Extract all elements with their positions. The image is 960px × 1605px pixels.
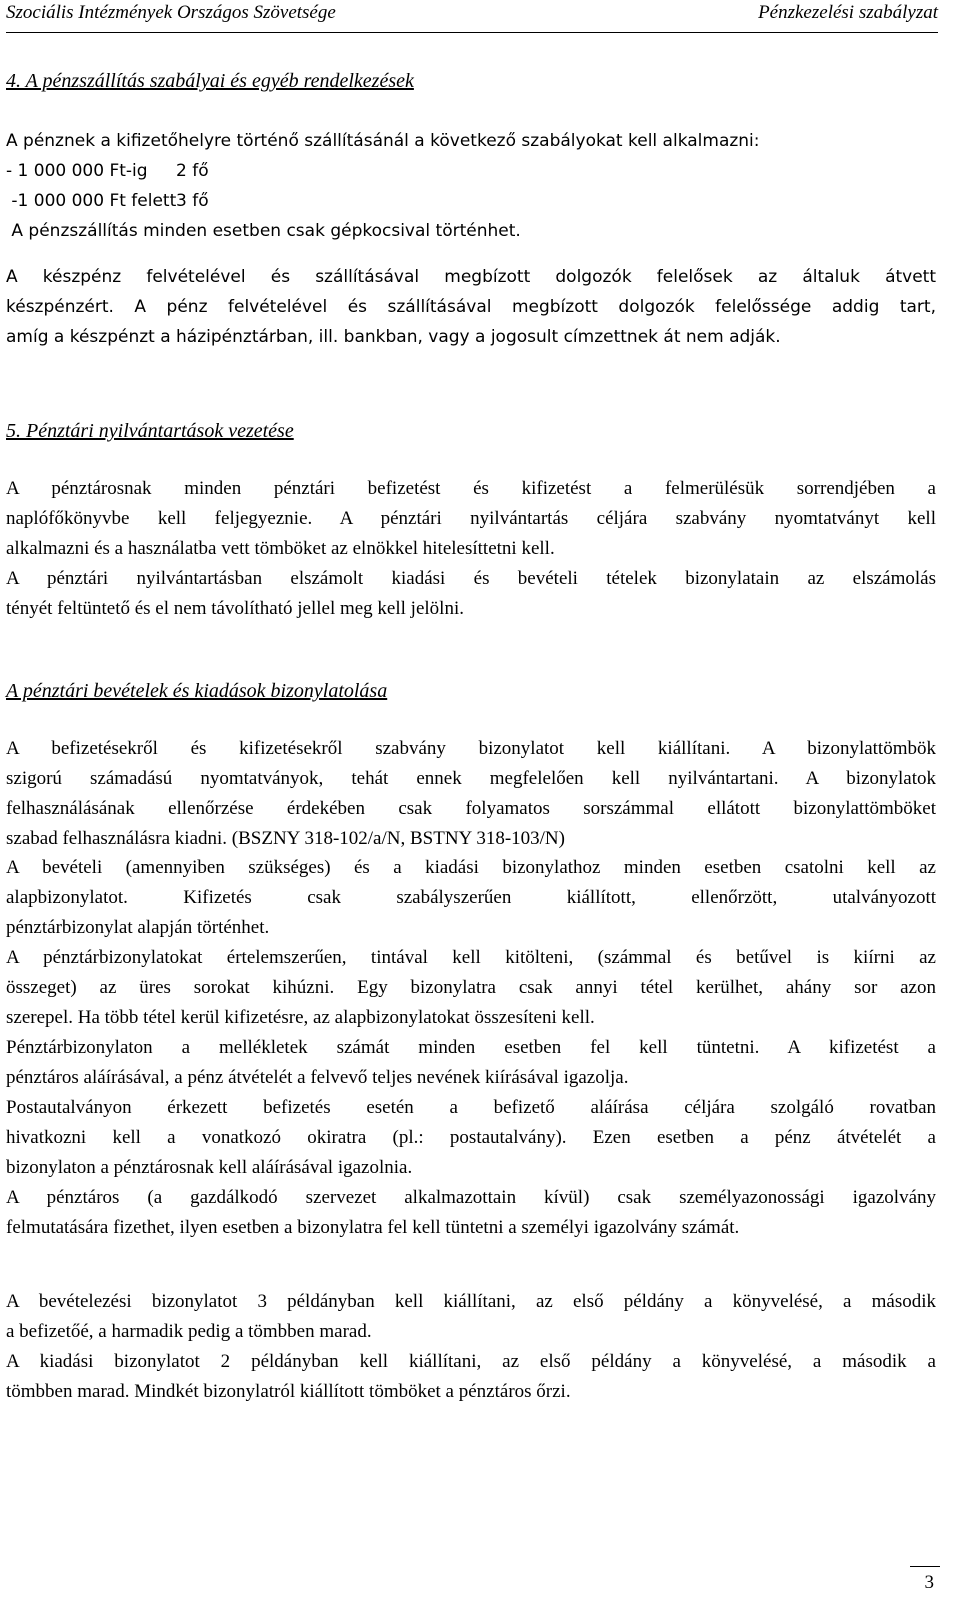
- paragraph-line: bizonylaton a pénztárosnak kell aláírásával igazolnia.: [6, 1157, 413, 1178]
- paragraph-line: hivatkozni kell a vonatkozó okiratra (pl.: postautalvány). Ezen esetben a pénz átvételét a: [6, 1127, 936, 1148]
- paragraph-line: A pénztárbizonylatokat értelemszerűen, tintával kell kitölteni, (számmal és betűvel is kiírni az: [6, 947, 936, 968]
- paragraph-line: összeget) az üres sorokat kihúzni. Egy bizonylatra csak annyi tétel kerülhet, ahány sor azon: [6, 977, 936, 998]
- transport-rule-limit: - 1 000 000 Ft-ig: [6, 161, 148, 181]
- paragraph-line: pénztárbizonylat alapján történhet.: [6, 917, 270, 938]
- paragraph-line: alkalmazni és a használatba vett tömböket az elnökkel hitelesíttetni kell.: [6, 538, 555, 559]
- paragraph-line: pénztáros aláírásával, a pénz átvételét a felvevő teljes nevének kiírásával igazolja.: [6, 1067, 629, 1088]
- header-rule: [6, 32, 938, 33]
- responsibility-paragraph: [6, 262, 936, 352]
- paragraph-line: naplófőkönyvbe kell feljegyeznie. A pénztári nyilvántartás céljára szabvány nyomtatványt kell: [6, 508, 936, 529]
- paragraph-line: Pénztárbizonylaton a mellékletek számát minden esetben fel kell tüntetni. A kifizetést a: [6, 1037, 936, 1058]
- paragraph-line: szerepel. Ha több tétel kerül kifizetésre, az alapbizonylatokat összesíteni kell.: [6, 1007, 595, 1028]
- section-4-body: [6, 126, 936, 246]
- paragraph-line: szigorú számadású nyomtatványok, tehát ennek megfelelően kell nyilvántartani. A bizonylatok: [6, 768, 936, 789]
- transport-intro: A pénznek a kifizetőhelyre történő szállításánál a következő szabályokat kell alkalmazni:: [6, 131, 760, 151]
- paragraph-line: A befizetésekről és kifizetésekről szabvány bizonylatot kell kiállítani. A bizonylattömbök: [6, 738, 936, 759]
- paragraph-line: tömbben marad. Mindkét bizonylatról kiállított tömböket a pénztáros őrzi.: [6, 1381, 571, 1402]
- paragraph-line: felhasználásának ellenőrzése érdekében csak folyamatos sorszámmal ellátott bizonylattömböket: [6, 798, 936, 819]
- paragraph-line: készpénzért. A pénz felvételével és szállításával megbízott dolgozók felelőssége addig tart,: [6, 297, 936, 317]
- paragraph-line: A bevételezési bizonylatot 3 példányban kell kiállítani, az első példány a könyvelésé, a második: [6, 1291, 936, 1312]
- header-organization: Szociális Intézmények Országos Szövetsége: [6, 2, 336, 23]
- header-document-title: Pénzkezelési szabályzat: [758, 2, 938, 23]
- page-number: 3: [924, 1572, 934, 1593]
- paragraph-line: felmutatására fizethet, ilyen esetben a bizonylatra fel kell tüntetni a személyi igazolvány számát.: [6, 1217, 740, 1238]
- transport-rule-2: [6, 186, 936, 216]
- transport-car-rule: A pénzszállítás minden esetben csak gépkocsival történhet.: [6, 221, 521, 241]
- page-header: [6, 2, 938, 36]
- receipts-section-title: A pénztári bevételek és kiadások bizonylatolása: [6, 680, 388, 702]
- paragraph-line: Postautalványon érkezett befizetés esetén a befizető aláírása céljára szolgáló rovatban: [6, 1097, 936, 1118]
- paragraph-line: alapbizonylatot. Kifizetés csak szabályszerűen kiállított, ellenőrzött, utalványozott: [6, 887, 936, 908]
- paragraph-line: A kiadási bizonylatot 2 példányban kell kiállítani, az első példány a könyvelésé, a második a: [6, 1351, 936, 1372]
- paragraph-line: A bevételi (amennyiben szükséges) és a kiadási bizonylathoz minden esetben csatolni kell az: [6, 857, 936, 878]
- paragraph-line: szabad felhasználásra kiadni. (BSZNY 318-102/a/N, BSTNY 318-103/N): [6, 828, 565, 849]
- paragraph-line: A pénztári nyilvántartásban elszámolt kiadási és bevételi tételek bizonylatain az elszámolás: [6, 568, 936, 589]
- receipts-paragraph-3: [6, 1287, 936, 1407]
- page-number-rule: [910, 1566, 940, 1567]
- paragraph-line: A készpénz felvételével és szállításával megbízott dolgozók felelősek az általuk átvett: [6, 267, 936, 287]
- transport-rule-1: [6, 156, 936, 186]
- transport-rule-people: 2 fő: [176, 161, 209, 181]
- receipts-paragraph-2: [6, 853, 936, 1243]
- paragraph-line: A pénztáros (a gazdálkodó szervezet alkalmazottain kívül) csak személyazonossági igazolvány: [6, 1187, 936, 1208]
- transport-rule-people: 3 fő: [176, 191, 209, 211]
- paragraph-line: tényét feltüntető és el nem távolítható jellel meg kell jelölni.: [6, 598, 464, 619]
- paragraph-line: A pénztárosnak minden pénztári befizetést és kifizetést a felmerülésük sorrendjében a: [6, 478, 936, 499]
- register-paragraph: [6, 474, 936, 624]
- paragraph-line: amíg a készpénzt a házipénztárban, ill. bankban, vagy a jogosult címzettnek át nem adják.: [6, 327, 781, 347]
- receipts-paragraph-1: [6, 734, 936, 854]
- paragraph-line: a befizetőé, a harmadik pedig a tömbben marad.: [6, 1321, 372, 1342]
- section-5-title: 5. Pénztári nyilvántartások vezetése: [6, 420, 294, 442]
- section-4-title: 4. A pénzszállítás szabályai és egyéb rendelkezések: [6, 70, 414, 92]
- transport-rule-limit: -1 000 000 Ft felett: [6, 191, 177, 211]
